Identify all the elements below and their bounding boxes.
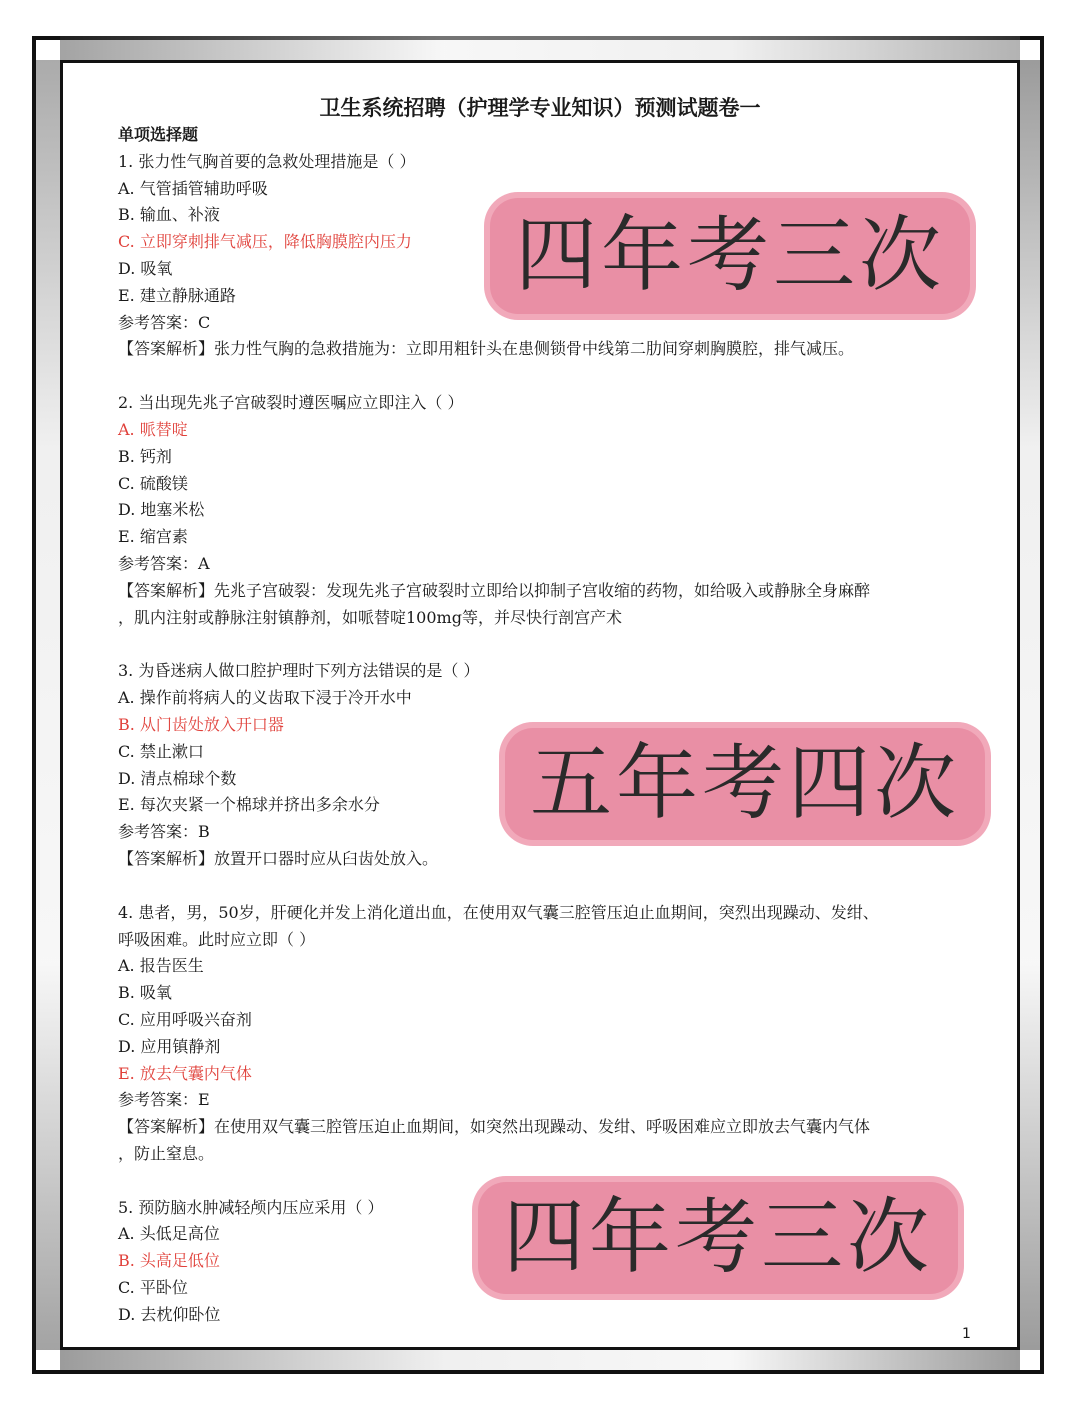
q4-analysis-line-2: ，防止窒息。 (118, 1143, 215, 1163)
stamp-frequency-1: 四年考三次 (490, 198, 970, 314)
q5-option-d: D. 去枕仰卧位 (118, 1304, 221, 1324)
q4-answer: 参考答案：E (118, 1090, 210, 1110)
q3-option-b-correct: B. 从门齿处放入开口器 (118, 714, 284, 734)
q3-option-d: D. 清点棉球个数 (118, 768, 237, 788)
q2-option-c: C. 硫酸镁 (118, 473, 188, 493)
q4-option-d: D. 应用镇静剂 (118, 1036, 221, 1056)
q4-option-e-correct: E. 放去气囊内气体 (118, 1063, 252, 1083)
q3-option-c: C. 禁止漱口 (118, 741, 204, 761)
q1-option-e: E. 建立静脉通路 (118, 285, 236, 305)
section-heading: 单项选择题 (118, 125, 199, 144)
q2-option-a-correct: A. 哌替啶 (118, 419, 188, 439)
q2-answer: 参考答案：A (118, 553, 210, 573)
page-shadow-top (60, 36, 1020, 60)
q5-option-c: C. 平卧位 (118, 1278, 188, 1298)
q1-analysis: 【答案解析】张力性气胸的急救措施为：立即用粗针头在患侧锁骨中线第二肋间穿刺胸膜腔，排气减压。 (118, 339, 855, 359)
q3-option-e: E. 每次夹紧一个棉球并挤出多余水分 (118, 795, 380, 815)
q2-option-e: E. 缩宫素 (118, 527, 188, 547)
page-number: 1 (962, 1326, 971, 1342)
stamp-frequency-2: 五年考四次 (505, 728, 985, 840)
page-shadow-right (1020, 60, 1040, 1350)
q3-analysis: 【答案解析】放置开口器时应从臼齿处放入。 (118, 848, 439, 868)
page-shadow-bottom (60, 1350, 1020, 1370)
q1-option-d: D. 吸氧 (118, 258, 173, 278)
question-2: 2. 当出现先兆子宫破裂时遵医嘱应立即注入（ ） (118, 393, 464, 413)
q5-option-b-correct: B. 头高足低位 (118, 1251, 220, 1271)
page-shadow-left (36, 60, 60, 1350)
q1-answer: 参考答案：C (118, 312, 211, 332)
question-1: 1. 张力性气胸首要的急救处理措施是（ ） (118, 151, 416, 171)
stamp-frequency-3: 四年考三次 (478, 1182, 958, 1294)
q2-option-b: B. 钙剂 (118, 446, 172, 466)
q4-option-b: B. 吸氧 (118, 983, 172, 1003)
q4-option-c: C. 应用呼吸兴奋剂 (118, 1009, 252, 1029)
q1-option-b: B. 输血、补液 (118, 205, 220, 225)
question-5: 5. 预防脑水肿减轻颅内压应采用（ ） (118, 1197, 384, 1217)
question-4-line-2: 呼吸困难。此时应立即（ ） (118, 929, 316, 949)
q4-option-a: A. 报告医生 (118, 956, 204, 976)
question-4-line-1: 4. 患者，男，50岁，肝硬化并发上消化道出血，在使用双气囊三腔管压迫止血期间，突烈出现躁动、发绀、 (118, 902, 879, 922)
q1-option-c-correct: C. 立即穿刺排气减压，降低胸膜腔内压力 (118, 232, 412, 252)
q3-option-a: A. 操作前将病人的义齿取下浸于冷开水中 (118, 688, 412, 708)
q3-answer: 参考答案：B (118, 822, 210, 842)
question-3: 3. 为昏迷病人做口腔护理时下列方法错误的是（ ） (118, 661, 480, 681)
q2-analysis-line-2: ，肌内注射或静脉注射镇静剂，如哌替啶100mg等，并尽快行剖宫产术 (118, 607, 622, 627)
document-title: 卫生系统招聘（护理学专业知识）预测试题卷一 (319, 95, 761, 120)
q1-option-a: A. 气管插管辅助呼吸 (118, 178, 268, 198)
q5-option-a: A. 头低足高位 (118, 1224, 220, 1244)
q2-option-d: D. 地塞米松 (118, 500, 205, 520)
q2-analysis-line-1: 【答案解析】先兆子宫破裂：发现先兆子宫破裂时立即给以抑制子宫收缩的药物，如给吸入或静脉全身麻醉 (118, 580, 871, 600)
q4-analysis-line-1: 【答案解析】在使用双气囊三腔管压迫止血期间，如突然出现躁动、发绀、呼吸困难应立即放去气囊内气体 (118, 1117, 871, 1137)
